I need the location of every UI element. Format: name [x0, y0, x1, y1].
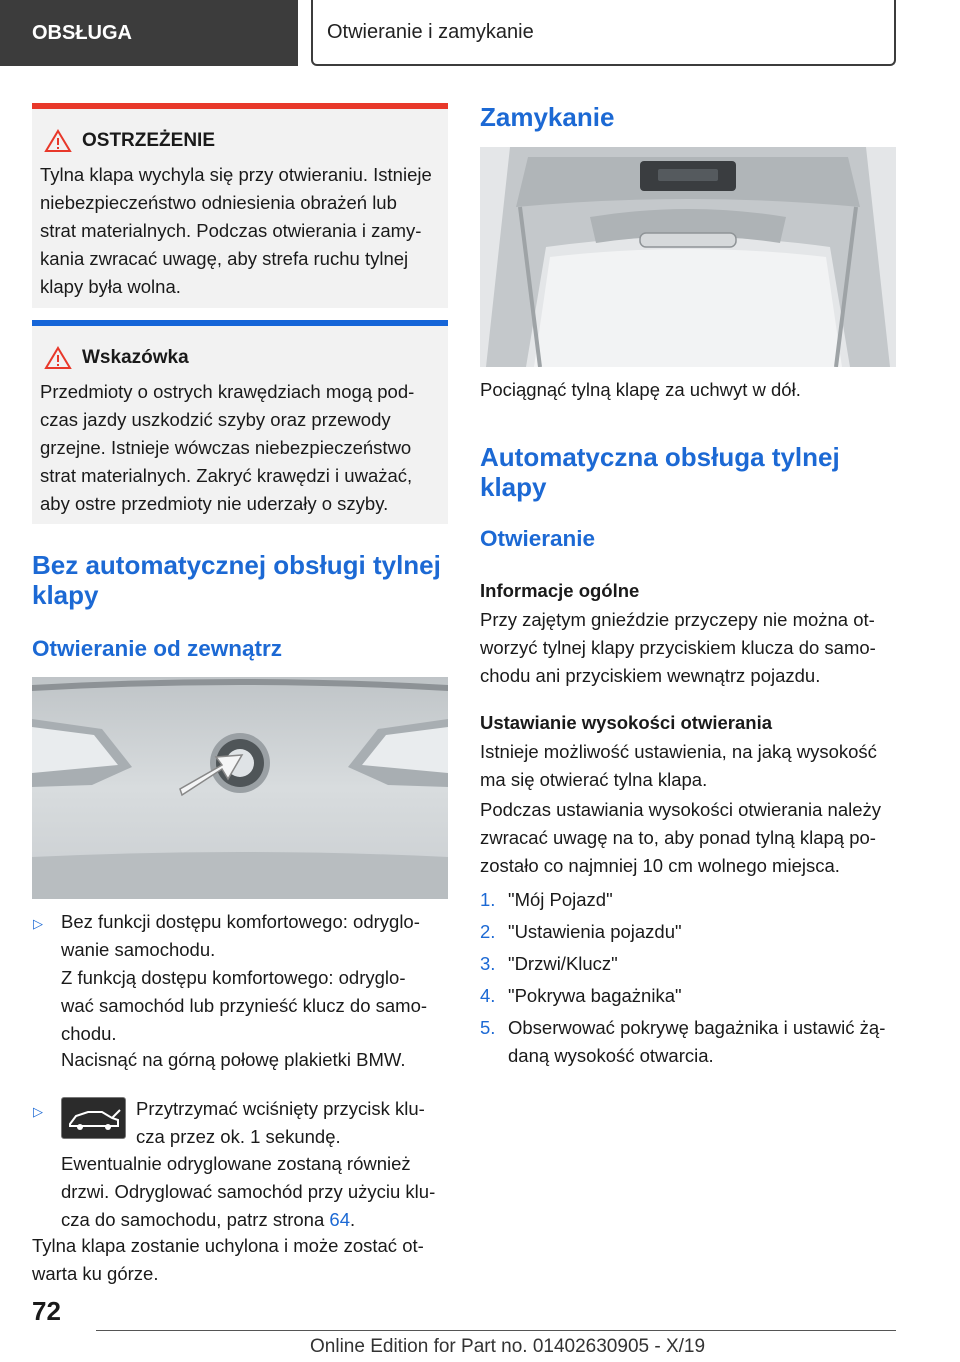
page-header — [0, 0, 960, 66]
text-line: wać samochód lub przynieść klucz do samo- — [61, 995, 428, 1016]
text-line: wanie samochodu. — [61, 939, 216, 960]
tailgate-key-button-icon — [61, 1097, 126, 1139]
step-item — [480, 918, 900, 946]
step-text: Obserwować pokrywę bagażnika i ustawić żą- — [508, 1017, 886, 1038]
heading-general-info: Informacje ogólne — [480, 580, 640, 601]
text-line: Przytrzymać wciśnięty przycisk klu- — [136, 1098, 425, 1119]
warning-box — [32, 103, 448, 308]
text-line: worzyć tylnej klapy przyciskiem klucza do samo- — [480, 637, 876, 658]
text-line: drzwi. Odryglować samochód przy użyciu klu- — [61, 1181, 436, 1202]
text-fragment: cza do samochodu, patrz strona — [61, 1209, 330, 1230]
bullet-arrow-icon: ▷ — [33, 916, 43, 931]
heading-open-from-outside: Otwieranie od zewnątrz — [32, 636, 283, 661]
text-line: Podczas ustawiania wysokości otwierania należy — [480, 799, 882, 820]
step-text: "Mój Pojazd" — [508, 889, 613, 910]
text-line: Istnieje możliwość ustawienia, na jaką wysokość — [480, 741, 877, 762]
heading-line: klapy — [32, 580, 99, 610]
section-tab: OBSŁUGA — [0, 0, 298, 66]
heading-opening: Otwieranie — [480, 526, 596, 551]
text-line: zostało co najmniej 10 cm wolnego miejsca. — [480, 855, 840, 876]
open-tailgate-illustration — [480, 147, 896, 367]
bullet2-text — [136, 1095, 448, 1151]
step-text-continued: daną wysokość otwarcia. — [508, 1045, 714, 1066]
footer-divider — [96, 1330, 896, 1331]
heading-manual-operation — [32, 550, 448, 610]
text-line: zwracać uwagę na to, aby ponad tylną klapą po- — [480, 827, 876, 848]
step-number: 1. — [480, 889, 496, 910]
step-number: 5. — [480, 1017, 496, 1038]
warning-line: Tylna klapa wychyla się przy otwieraniu. Istnieje — [40, 164, 432, 185]
hint-line: strat materialnych. Zakryć krawędzi i uważać, — [40, 465, 413, 486]
height-text-1 — [480, 738, 910, 794]
warning-line: klapy była wolna. — [40, 276, 181, 297]
warning-triangle-icon — [44, 129, 72, 153]
height-text-2 — [480, 796, 910, 880]
hint-title-text: Wskazówka — [82, 347, 189, 368]
hint-line: Przedmioty o ostrych krawędziach mogą pod- — [40, 381, 415, 402]
heading-auto-operation — [480, 442, 896, 502]
warning-line: niebezpieczeństwo odniesienia obrażeń lub — [40, 192, 397, 213]
hint-line: aby ostre przedmioty nie uderzały o szyby. — [40, 493, 389, 514]
bullet1-text — [61, 908, 451, 964]
caution-triangle-icon — [44, 346, 72, 370]
text-line: Ewentualnie odryglowane zostaną również — [61, 1153, 411, 1174]
text-line: ma się otwierać tylna klapa. — [480, 769, 708, 790]
step-item — [480, 886, 900, 914]
text-line: Przy zajętym gnieździe przyczepy nie można ot- — [480, 609, 875, 630]
hint-title — [44, 344, 440, 372]
text-line: Nacisnąć na górną połowę plakietki BMW. — [61, 1049, 406, 1070]
warning-text — [40, 161, 440, 301]
bullet1-sub1 — [61, 964, 451, 1048]
tailgate-handle-image — [480, 147, 896, 367]
closing-text — [32, 1232, 452, 1288]
text-line: Tylna klapa zostanie uchylona i może zostać ot- — [32, 1235, 424, 1256]
step-number: 4. — [480, 985, 496, 1006]
text-line: chodu. — [61, 1023, 117, 1044]
step-number: 3. — [480, 953, 496, 974]
step-text: "Ustawienia pojazdu" — [508, 921, 682, 942]
page-number: 72 — [32, 1296, 61, 1326]
text-fragment: . — [349, 1209, 356, 1230]
bullet-arrow-icon: ▷ — [33, 1104, 43, 1119]
bullet1-sub2 — [61, 1046, 451, 1074]
warning-title — [44, 127, 440, 155]
hint-line: czas jazdy uszkodzić szyby oraz przewody — [40, 409, 391, 430]
tailgate-badge-image — [32, 677, 448, 899]
text-line: cza przez ok. 1 sekundę. — [136, 1126, 341, 1147]
hint-box — [32, 320, 448, 524]
page-reference-link[interactable]: 64 — [329, 1209, 350, 1230]
text-line: warta ku górze. — [32, 1263, 159, 1284]
closing-caption: Pociągnąć tylną klapę za uchwyt w dół. — [480, 379, 801, 400]
car-trunk-icon — [62, 1098, 125, 1138]
general-info-text — [480, 606, 910, 690]
warning-line: strat materialnych. Podczas otwierania i zamy- — [40, 220, 422, 241]
bullet2-sub1 — [61, 1150, 451, 1234]
hint-text — [40, 378, 440, 518]
warning-line: kania zwracać uwagę, aby strefa ruchu tylnej — [40, 248, 409, 269]
step-item — [480, 950, 900, 978]
step-text: "Pokrywa bagażnika" — [508, 985, 682, 1006]
heading-line: klapy — [480, 472, 547, 502]
step-number: 2. — [480, 921, 496, 942]
heading-line: Bez automatycznej obsługi tylnej — [32, 550, 441, 580]
chapter-title: Otwieranie i zamykanie — [311, 0, 896, 66]
edition-footer: Online Edition for Part no. 01402630905 - X/19 — [310, 1336, 706, 1357]
text-line — [61, 1206, 451, 1234]
step-item — [480, 1014, 900, 1070]
tailgate-illustration — [32, 677, 448, 899]
heading-line: Automatyczna obsługa tylnej — [480, 442, 840, 472]
text-line: chodu ani przyciskiem wewnątrz pojazdu. — [480, 665, 821, 686]
warning-title-text: OSTRZEŻENIE — [82, 130, 216, 151]
heading-opening-height: Ustawianie wysokości otwierania — [480, 712, 772, 733]
heading-closing: Zamykanie — [480, 102, 615, 132]
text-line: Bez funkcji dostępu komfortowego: odryglo- — [61, 911, 420, 932]
step-item — [480, 982, 900, 1010]
text-line: Z funkcją dostępu komfortowego: odryglo- — [61, 967, 406, 988]
hint-line: grzejne. Istnieje wówczas niebezpieczeństwo — [40, 437, 412, 458]
step-text: "Drzwi/Klucz" — [508, 953, 618, 974]
